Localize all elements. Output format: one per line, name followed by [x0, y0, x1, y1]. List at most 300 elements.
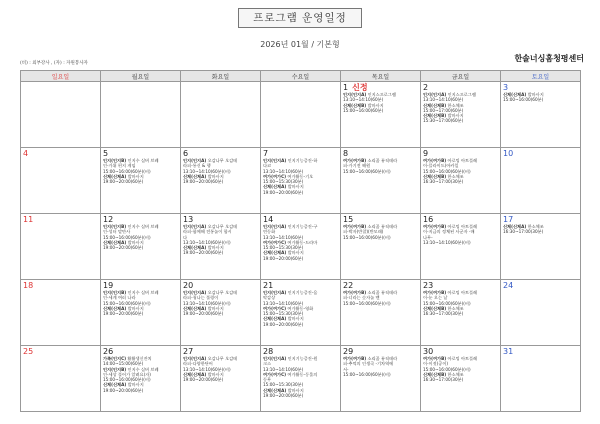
day-number: [23, 149, 98, 158]
program-category: 인지(인지A): [183, 224, 207, 229]
program-text: 19:00~20:00(60분): [183, 311, 224, 317]
program-text: 16:30~17:00(30분): [423, 179, 464, 185]
program-list: [503, 224, 578, 235]
program-list: [103, 356, 178, 393]
program-category: 여가(여가B): [343, 356, 367, 361]
program-text: 15:00~16:00(60분)(비): [103, 377, 151, 383]
program-text: 19:00~20:00(60분): [263, 255, 304, 261]
calendar-day-cell: [421, 280, 501, 346]
day-number: [103, 347, 178, 356]
day-number: [503, 83, 578, 92]
day-number-text: 9: [423, 149, 429, 158]
calendar-day-cell: [21, 82, 101, 148]
program-text: 아로밍 아트플레: [446, 224, 478, 229]
program-text: 15:00~16:00(60분)(비): [423, 168, 471, 174]
program-text: 라피-청나는 폴링이: [183, 295, 219, 301]
calendar-body: [21, 82, 581, 412]
day-number: [183, 149, 258, 158]
day-number: [423, 83, 498, 92]
calendar-day-cell: [101, 148, 181, 214]
calendar-day-cell: [101, 346, 181, 412]
program-text: 13:10~14:10(60분): [263, 300, 304, 306]
program-text: 15:00~16:00(60분)(비): [343, 371, 391, 377]
program-text: 13:10~14:10(60분): [423, 97, 464, 103]
calendar-day-cell: [501, 82, 581, 148]
program-text: 15:00~16:00(60분)(비): [343, 300, 391, 306]
program-line: [103, 311, 178, 316]
day-number-text: 16: [423, 215, 434, 224]
weekday-header-sat: 토요일: [501, 71, 581, 82]
calendar-day-cell: [21, 214, 101, 280]
day-number: [263, 149, 338, 158]
calendar-day-cell: [21, 148, 101, 214]
day-number-text: 4: [23, 149, 29, 158]
program-text: 오감나무 오감테: [206, 356, 238, 361]
program-text: 피-가기전 해원: [343, 163, 371, 169]
program-text: 소리꿈 뮤직테라: [366, 158, 398, 163]
program-category: 신체(신체A): [263, 250, 287, 256]
calendar-week-row: [21, 82, 581, 148]
program-category: 신체(신체A): [263, 316, 287, 322]
program-list: [423, 158, 498, 184]
program-text: 인지수 실버 브레: [126, 290, 159, 295]
day-number-text: 11: [23, 215, 34, 224]
calendar-day-cell: [21, 280, 101, 346]
program-category: 인지(인지A): [183, 290, 207, 295]
program-category: 여가(여가B): [343, 290, 367, 295]
weekday-header-mon: 월요일: [101, 71, 181, 82]
page-title: 프로그램 운영일정: [238, 8, 362, 28]
program-text: 인-세계 여러 나라: [103, 295, 136, 301]
program-line: [183, 250, 258, 255]
program-text: 오감나무 오감테: [206, 290, 238, 295]
program-text: 아로밍 아트플레: [446, 356, 478, 361]
program-text: 아로밍 아트플레: [446, 158, 478, 163]
calendar-week-row: [21, 148, 581, 214]
program-text: 라피-다양한단어: [183, 361, 213, 367]
program-text: 19:00~20:00(60분): [183, 250, 224, 256]
day-number: [503, 149, 578, 158]
day-number: [343, 347, 418, 356]
program-text: 오감나무 오감테: [206, 158, 238, 163]
program-text: 13:10~14:10(60분)(비): [183, 239, 231, 245]
program-text: 여가활동-동물의: [286, 371, 318, 377]
program-list: [423, 356, 498, 382]
program-line: [343, 301, 418, 306]
program-category: 여가(여가B): [423, 356, 447, 361]
calendar-day-cell: [421, 82, 501, 148]
program-text: 14:00~15:00(60분): [103, 361, 144, 367]
day-number: [183, 215, 258, 224]
program-text: 이-눈 오는 날: [423, 295, 448, 301]
calendar-day-cell: [261, 214, 341, 280]
program-list: [263, 356, 338, 398]
day-number: [23, 215, 98, 224]
program-category: 신체(신체B): [423, 173, 447, 179]
program-category: 인지(인지A): [263, 224, 287, 229]
calendar-day-cell: [501, 148, 581, 214]
program-text: 인-성터 말만사: [103, 229, 131, 235]
program-category: 신체(신체A): [263, 184, 287, 190]
weekday-header-fri: 금요일: [421, 71, 501, 82]
calendar-day-cell: [421, 214, 501, 280]
program-text: 여가활동-기오: [286, 173, 314, 179]
program-category: 인지(인지A): [183, 356, 207, 361]
program-list: [343, 290, 418, 306]
program-category: 인지(인지A): [343, 92, 367, 97]
calendar-day-cell: [181, 82, 261, 148]
program-category: 신체(신체B): [423, 113, 447, 119]
program-line: [423, 377, 498, 382]
day-number-text: 21: [263, 281, 274, 290]
program-text: 피-너라는 숫자놀 맨: [343, 295, 380, 301]
day-number-text: 1: [343, 83, 349, 92]
program-text: 한소체조: [446, 371, 464, 377]
program-text: 인-가위 편지 게임: [103, 163, 136, 169]
program-text: 피-박자(반찰)(반모래): [343, 229, 384, 235]
program-category: 신체(신체A): [103, 173, 127, 179]
program-text: 19:00~20:00(60분): [103, 311, 144, 317]
weekday-header-wed: 수요일: [261, 71, 341, 82]
program-text: 13:10~14:10(60분): [343, 97, 384, 103]
program-text: 15:00~16:00(60분)(비): [343, 168, 391, 174]
program-text: 15:00~16:00(60분)(비): [103, 234, 151, 240]
day-number-text: 8: [343, 149, 349, 158]
program-text: 소리꿈 뮤직테라: [366, 290, 398, 295]
day-number-text: 27: [183, 347, 194, 356]
program-category: 여가(여가B): [343, 224, 367, 229]
calendar-day-cell: [181, 148, 261, 214]
program-text: 연동화: [263, 229, 276, 235]
program-line: [103, 388, 178, 393]
program-line: [183, 377, 258, 382]
program-list: [423, 290, 498, 316]
program-list: [263, 290, 338, 327]
program-text: 인지스프로그램: [446, 92, 476, 97]
day-number: [343, 83, 418, 92]
program-category: 인지(인지B): [103, 290, 127, 295]
calendar-week-row: [21, 346, 581, 412]
program-text: 15:00~16:00(60분)(비): [103, 300, 151, 306]
program-text: 15:00~15:30(30분): [263, 311, 304, 317]
program-category: 신체(신체A): [183, 305, 207, 311]
day-number-text: 26: [103, 347, 114, 356]
program-category: 인지(인지A): [263, 290, 287, 295]
program-line: [503, 229, 578, 234]
day-number-text: 3: [503, 83, 509, 92]
program-text: 다: [183, 234, 188, 240]
program-text: 16:30~17:00(30분): [423, 377, 464, 383]
program-text: 피-추억의 인생곡 -기차역에: [343, 361, 394, 367]
program-text: 13:10~14:10(60분): [263, 366, 304, 372]
program-text: 인지기능증진-하: [286, 158, 318, 163]
program-text: 16:30~17:00(30분): [503, 229, 544, 235]
program-text: 라피-통신 & 행: [183, 163, 211, 169]
program-text: 발마사지: [126, 305, 144, 311]
day-number-text: 12: [103, 215, 114, 224]
calendar-week-row: [21, 280, 581, 346]
day-number-text: 13: [183, 215, 194, 224]
program-category: 가족(인지C): [103, 356, 127, 361]
program-text: 19:00~20:00(60분): [103, 245, 144, 251]
program-text: 19:00~20:00(60분): [103, 387, 144, 393]
program-list: [263, 158, 338, 195]
program-line: [263, 190, 338, 195]
program-text: 발마사지: [286, 250, 304, 256]
program-line: [183, 179, 258, 184]
program-list: [423, 224, 498, 245]
program-text: 발마사지: [126, 239, 144, 245]
program-text: 한소체조: [446, 102, 464, 108]
program-list: [343, 92, 418, 113]
day-number: [423, 281, 498, 290]
program-text: 여가활동-드라마: [286, 239, 318, 245]
program-category: 인지(인지A): [263, 158, 287, 163]
day-number-text: 24: [503, 281, 514, 290]
day-number-text: 5: [103, 149, 109, 158]
day-number: [503, 281, 578, 290]
program-category: 여가(여가C): [263, 239, 287, 245]
program-category: 여가(여가C): [263, 305, 287, 311]
program-category: 신체(신체B): [423, 102, 447, 108]
program-line: [103, 179, 178, 184]
calendar-day-cell: [341, 346, 421, 412]
program-line: [423, 240, 498, 245]
day-number-text: 31: [503, 347, 514, 356]
day-number: [263, 347, 338, 356]
program-list: [103, 290, 178, 316]
weekday-header-sun: 일요일: [21, 71, 101, 82]
program-text: 19:00~20:00(60분): [263, 393, 304, 399]
program-text: 13:10~14:10(60분): [263, 168, 304, 174]
day-number: [23, 281, 98, 290]
program-category: 인지(인지B): [103, 224, 127, 229]
program-category: 신체(신체A): [183, 245, 207, 251]
program-text: 발마사지: [446, 113, 464, 119]
program-text: 한소체조: [446, 173, 464, 179]
holiday-label: 신정: [352, 83, 368, 92]
program-text: 15:00~16:00(60분): [503, 97, 544, 103]
day-number: [503, 215, 578, 224]
calendar-day-cell: [261, 346, 341, 412]
calendar-day-cell: [261, 82, 341, 148]
program-text: 발마사지: [286, 184, 304, 190]
program-list: [263, 224, 338, 261]
day-number-text: 22: [343, 281, 354, 290]
program-text: 오감나무 오감테: [206, 224, 238, 229]
program-text: 발마사지: [286, 387, 304, 393]
calendar-day-cell: [341, 148, 421, 214]
program-category: 여가(여가B): [423, 224, 447, 229]
program-text: 19:00~20:00(60분): [183, 179, 224, 185]
calendar-day-cell: [101, 214, 181, 280]
program-text: 15:00~16:00(60분)(비): [103, 168, 151, 174]
day-number: [103, 149, 178, 158]
program-line: [343, 169, 418, 174]
calendar-day-cell: [21, 346, 101, 412]
weekday-header-thu: 목요일: [341, 71, 421, 82]
calendar-day-cell: [341, 214, 421, 280]
program-text: 한소체조: [526, 224, 544, 229]
program-category: 신체(신체A): [503, 224, 527, 229]
day-number-text: 2: [423, 83, 429, 92]
program-text: 발마사지: [206, 173, 224, 179]
program-category: 신체(신체A): [183, 173, 207, 179]
program-text: 발마사지: [126, 173, 144, 179]
program-text: 발마사지: [126, 382, 144, 388]
program-text: 나무-: [423, 234, 433, 240]
calendar-day-cell: [181, 346, 261, 412]
day-number-text: 19: [103, 281, 114, 290]
program-category: 인지(인지A): [263, 356, 287, 361]
day-number: [263, 215, 338, 224]
calendar-day-cell: [421, 148, 501, 214]
program-text: 서-: [343, 366, 349, 372]
program-category: 여가(여가B): [423, 158, 447, 163]
program-category: 신체(신체B): [423, 305, 447, 311]
program-text: 한소체조: [446, 305, 464, 311]
weekday-header-row: [21, 71, 581, 82]
schedule-subtitle: 2026년 01월 / 기본형: [260, 40, 340, 49]
calendar-table: [20, 70, 581, 412]
program-line: [263, 393, 338, 398]
program-text: 인지기능증진-원: [286, 356, 318, 361]
program-category: 여가(여가C): [263, 173, 287, 179]
program-text: 소리꿈 뮤직테라: [366, 224, 398, 229]
program-text: 13:10~14:10(60분): [263, 234, 304, 240]
program-line: [263, 322, 338, 327]
program-list: [183, 290, 258, 316]
program-text: 16:30~17:00(30분): [423, 311, 464, 317]
program-category: 신체(신체B): [343, 102, 367, 108]
day-number-text: 25: [23, 347, 34, 356]
day-number-text: 29: [343, 347, 354, 356]
day-number-text: 17: [503, 215, 514, 224]
program-category: 신체(신체A): [263, 387, 287, 393]
calendar-day-cell: [341, 82, 421, 148]
program-text: 여가활동-영화: [286, 305, 314, 311]
program-text: 발마사지: [526, 92, 544, 97]
day-number: [343, 281, 418, 290]
program-category: 여가(여가B): [423, 290, 447, 295]
program-text: 13:10~14:10(60분)(비): [183, 300, 231, 306]
program-list: [183, 158, 258, 184]
day-number-text: 15: [343, 215, 354, 224]
program-text: 19:00~20:00(60분): [103, 179, 144, 185]
program-line: [343, 235, 418, 240]
program-text: 인-세상 풀어가 알려요(자): [103, 371, 151, 377]
program-line: [423, 118, 498, 123]
program-category: 신체(신체A): [503, 92, 527, 97]
program-line: [343, 108, 418, 113]
program-text: 19:00~20:00(60분): [263, 321, 304, 327]
program-category: 인지(인지B): [103, 366, 127, 372]
day-number: [183, 347, 258, 356]
day-number: [423, 215, 498, 224]
program-line: [503, 97, 578, 102]
program-line: [103, 245, 178, 250]
program-text: 악감상: [263, 295, 276, 301]
program-text: 인지수 실버 브레: [126, 158, 159, 163]
program-category: 인지(인지A): [423, 92, 447, 97]
day-number-text: 23: [423, 281, 434, 290]
calendar-day-cell: [101, 280, 181, 346]
calendar-day-cell: [181, 214, 261, 280]
program-line: [343, 372, 418, 377]
weekday-header-tue: 화요일: [181, 71, 261, 82]
program-text: 15:00~16:00(60분)(비): [343, 234, 391, 240]
program-list: [343, 158, 418, 174]
program-list: [103, 158, 178, 184]
program-text: 19:00~20:00(60분): [183, 377, 224, 383]
day-number: [343, 149, 418, 158]
calendar-day-cell: [501, 214, 581, 280]
day-number: [423, 347, 498, 356]
program-text: 발마사지: [286, 316, 304, 322]
program-text: 크스: [263, 361, 272, 367]
day-number: [103, 281, 178, 290]
day-number-text: 10: [503, 149, 514, 158]
program-text: 이-플라이드(아카일: [423, 163, 459, 169]
program-list: [103, 224, 178, 250]
program-text: 15:00~17:00(60분): [423, 107, 464, 113]
calendar-day-cell: [261, 280, 341, 346]
program-list: [183, 224, 258, 256]
program-text: 발마사지: [366, 102, 384, 108]
day-number: [503, 347, 578, 356]
day-number-text: 18: [23, 281, 34, 290]
program-text: 활활생신잔치: [126, 356, 152, 361]
program-category: 여가(여가C): [263, 371, 287, 377]
program-text: 15:00~16:00(60분): [343, 107, 384, 113]
program-text: 13:10~14:10(60분)(비): [183, 168, 231, 174]
day-number: [183, 281, 258, 290]
program-line: [423, 179, 498, 184]
calendar-day-cell: [501, 280, 581, 346]
calendar-day-cell: [341, 280, 421, 346]
program-line: [423, 311, 498, 316]
program-text: 인지기능증진-음: [286, 290, 318, 295]
day-number: [103, 215, 178, 224]
center-name: 한솔너싱홈청평센터: [514, 54, 584, 63]
program-text: 인지스프로그램: [366, 92, 396, 97]
program-category: 신체(신체A): [103, 239, 127, 245]
legend-note: (비) : 외부강사 , (자) : 자원봉사자: [20, 61, 88, 66]
program-text: 13:10~14:10(60분)(비): [423, 239, 471, 245]
program-text: 15:00~15:30(30분): [263, 382, 304, 388]
program-line: [183, 311, 258, 316]
day-number: [263, 281, 338, 290]
program-text: 15:00~15:30(30분): [263, 245, 304, 251]
day-number-text: 30: [423, 347, 434, 356]
day-number: [23, 347, 98, 356]
program-text: 발마사지: [206, 245, 224, 251]
program-text: 15:00~16:00(60분)(비): [423, 366, 471, 372]
program-text: 동무: [263, 377, 272, 383]
program-category: 신체(신체A): [183, 371, 207, 377]
program-list: [343, 356, 418, 377]
program-text: 발마사지: [206, 305, 224, 311]
program-category: 인지(인지A): [183, 158, 207, 163]
day-number: [343, 215, 418, 224]
day-number-text: 6: [183, 149, 189, 158]
program-category: 신체(신체A): [103, 305, 127, 311]
program-text: 13:10~14:10(60분)(비): [183, 366, 231, 372]
calendar-day-cell: [421, 346, 501, 412]
day-number-text: 7: [263, 149, 269, 158]
program-text: 이-지금의 정체된 사군자 -매: [423, 229, 475, 235]
program-list: [503, 92, 578, 103]
